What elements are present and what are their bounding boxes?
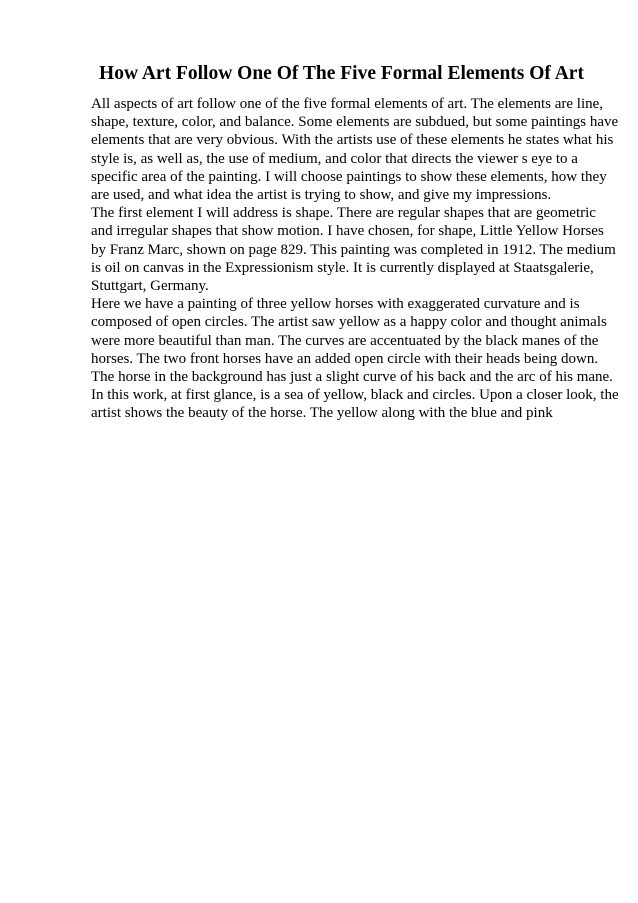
paragraph-shape: The first element I will address is shape. There are regular shapes that are geometric and irregular shapes that show motion. I have chosen, for shape, Little Yellow Horses by Franz Marc, shown on page 829. This painting was completed in 1912. The medium is oil on canvas in the Expressionism style. It is currently displayed at Staatsgalerie, Stuttgart, Germany.: [91, 205, 616, 295]
paragraph-horses: Here we have a painting of three yellow horses with exaggerated curvature and is composed of open circles. The artist saw yellow as a happy color and thought animals were more beautiful than man. The curves are accentuated by the black manes of the horses. The two front horses have an added open circle with their heads being down. The horse in the background has just a slight curve of his back and the arc of his mane. In this work, at first glance, is a sea of yellow, black and circles. Upon a closer look, the artist shows the beauty of the horse. The yellow along with the blue and pink: [91, 296, 619, 422]
document-title: How Art Follow One Of The Five Formal Elements Of Art: [99, 63, 584, 84]
paragraph-intro: All aspects of art follow one of the five formal elements of art. The elements are line, shape, texture, color, and balance. Some elements are subdued, but some paintings have elements that are very obvious. With the artists use of these elements he states what his style is, as well as, the use of medium, and color that directs the viewer s eye to a specific area of the painting. I will choose paintings to show these elements, how they are used, and what idea the artist is trying to show, and give my impressions.: [91, 96, 619, 204]
document-body: [91, 95, 621, 423]
